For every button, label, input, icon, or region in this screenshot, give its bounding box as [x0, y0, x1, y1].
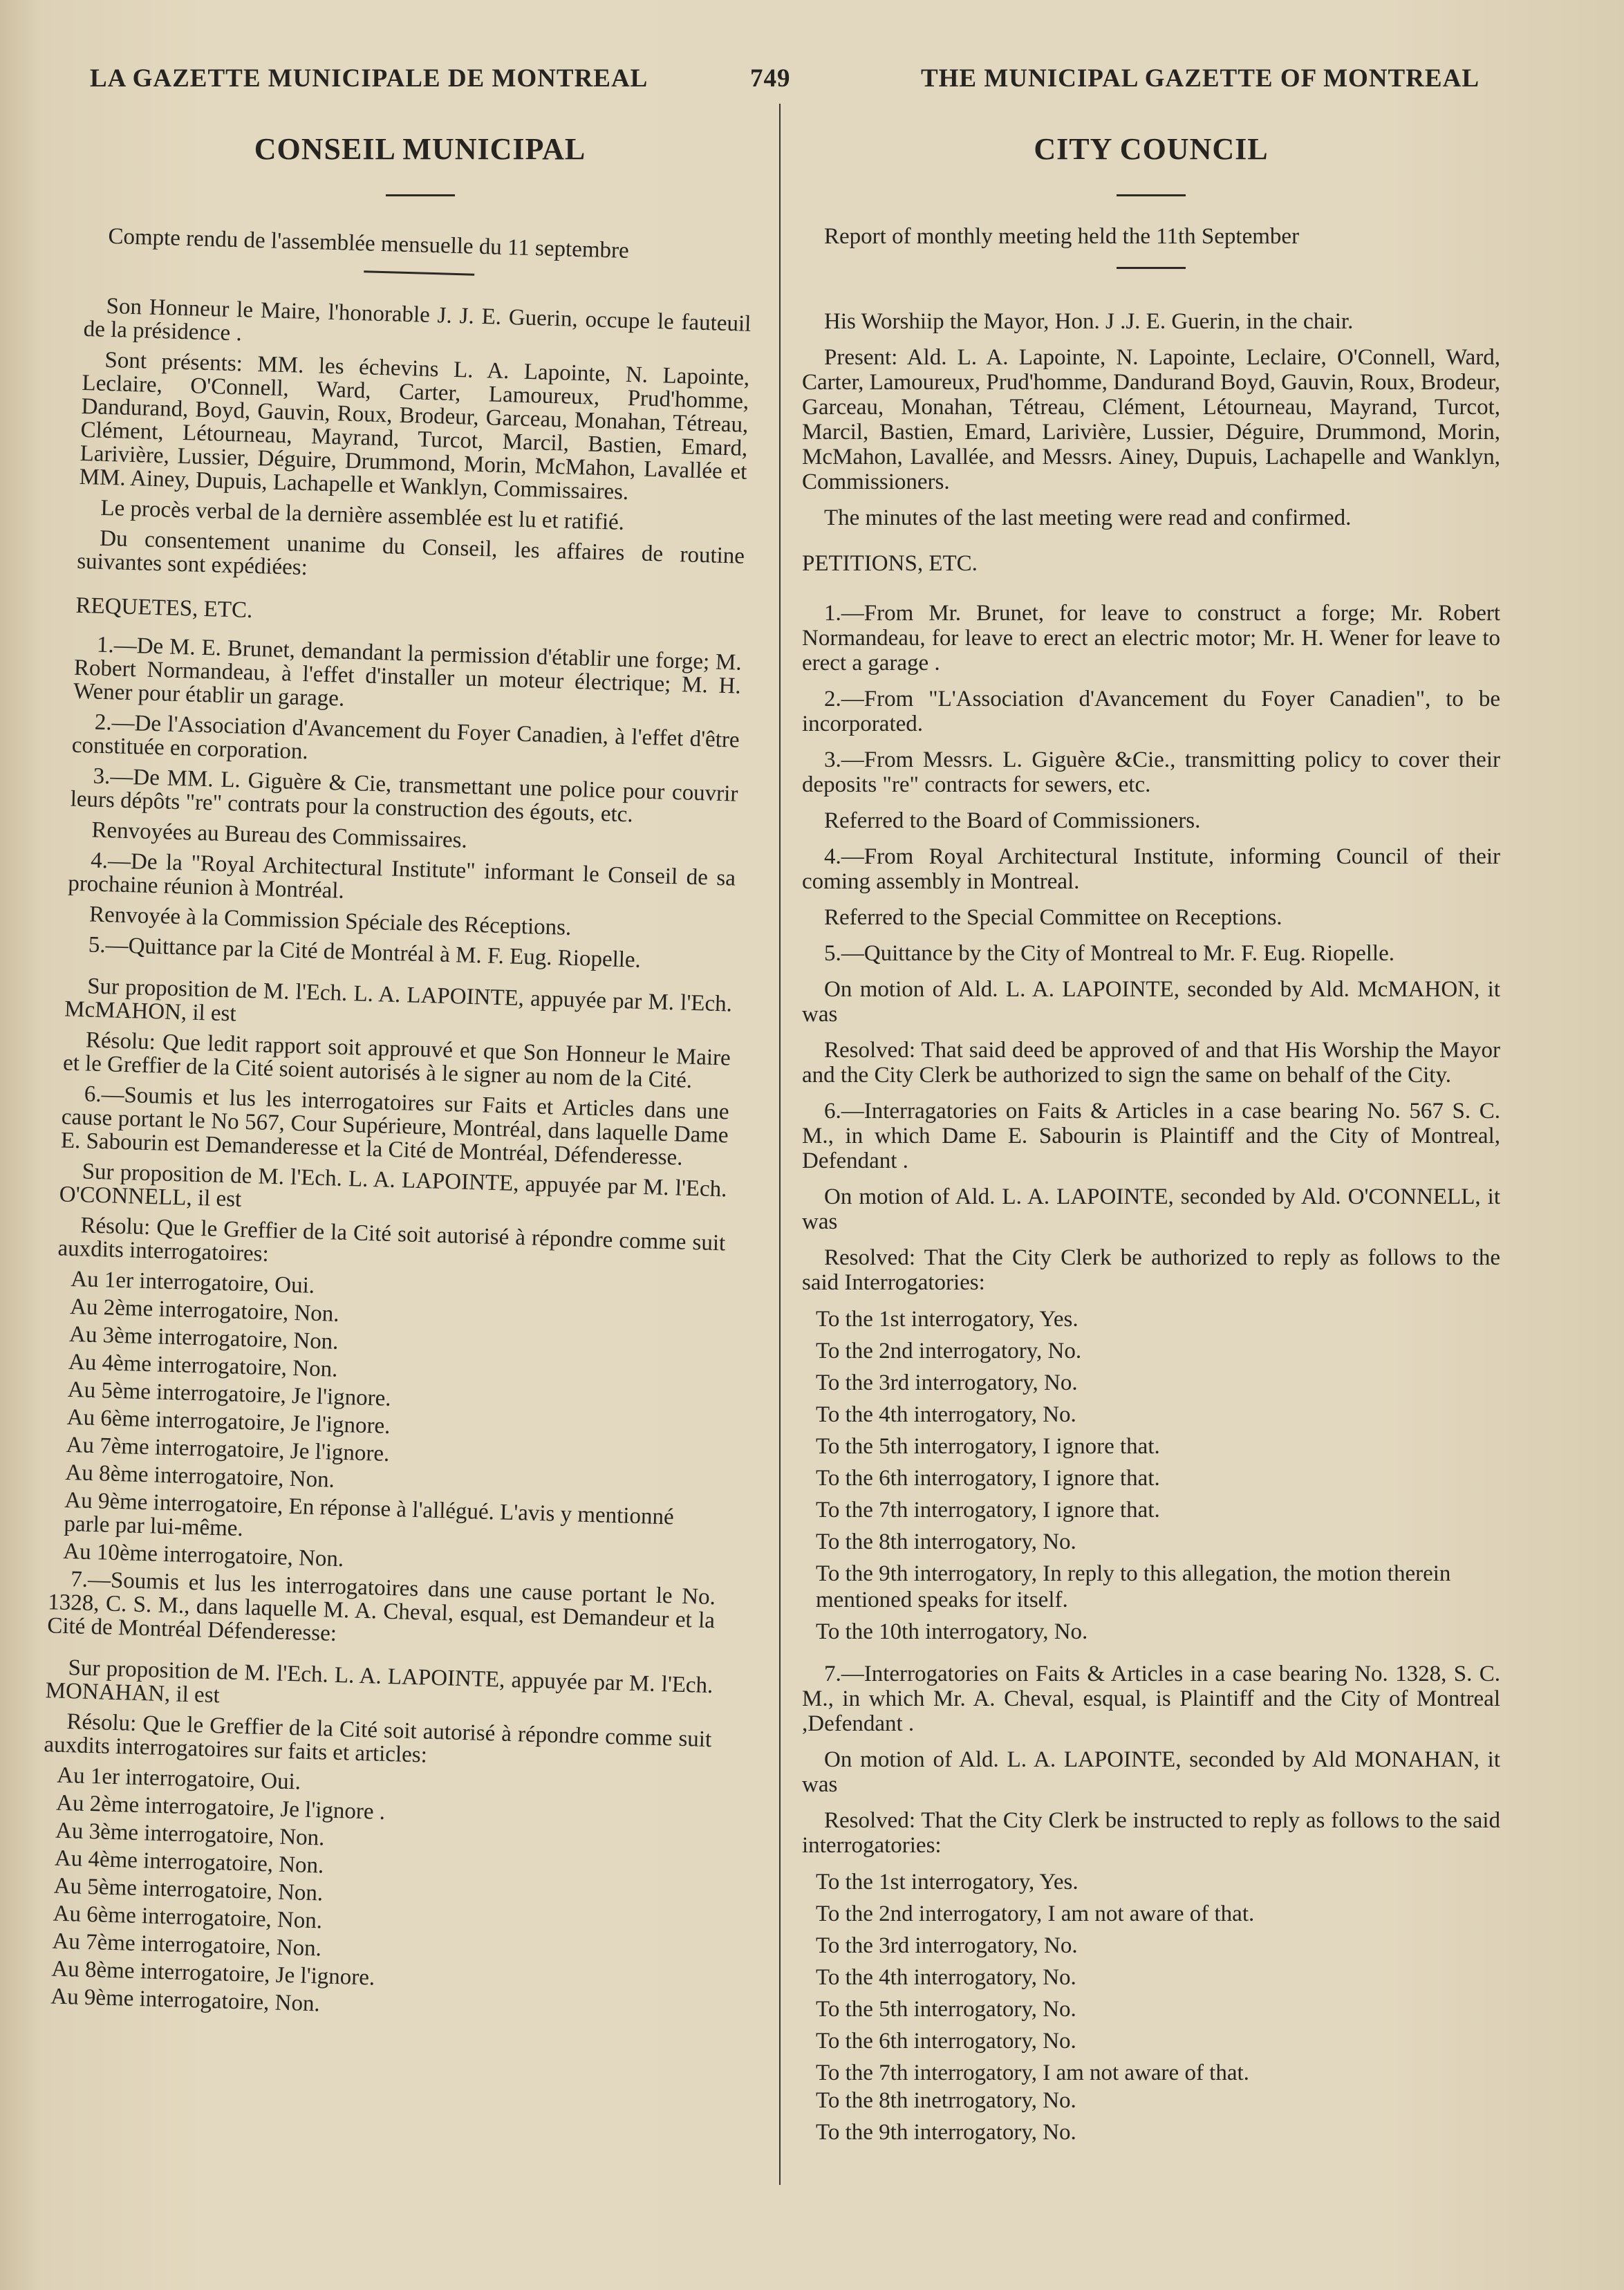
- interrogatoire-item: Au 3ème interrogatoire, Non.: [55, 1818, 325, 1851]
- french-body: Résolu: Que le Greffier de la Cité soit autorisé à répondre comme suit auxdits interrogatoires sur faits et articles:: [44, 1709, 712, 1768]
- interrogatoire-item: Au 2ème interrogatoire, Non.: [69, 1294, 340, 1327]
- page-number: 749: [750, 64, 791, 93]
- french-body: Renvoyées au Bureau des Commissaires.: [91, 817, 468, 853]
- english-body: Resolved: That the City Clerk be authorized to reply as follows to the said Interrogatories:: [802, 1245, 1500, 1295]
- english-heading: CITY COUNCIL: [1034, 132, 1269, 166]
- requetes-heading: REQUETES, ETC.: [75, 593, 253, 623]
- english-paragraph: The minutes of the last meeting were read and confirmed.: [824, 505, 1352, 530]
- french-body: Sur proposition de M. l'Ech. L. A. LAPOINTE, appuyée par M. l'Ech. McMAHON, il est: [64, 974, 733, 1027]
- french-body: Résolu: Que le Greffier de la Cité soit autorisé à répondre comme suit auxdits interrogatoires:: [57, 1213, 726, 1267]
- english-body: On motion of Ald. L. A. LAPOINTE, seconded by Ald. McMAHON, it was: [802, 977, 1500, 1027]
- english-body: 2.—From "L'Association d'Avancement du Foyer Canadien", to be incorporated.: [802, 687, 1500, 736]
- interrogatoire-item: Au 7ème interrogatoire, Non.: [52, 1928, 322, 1962]
- interrogatoire-item: Au 1er interrogatoire, Oui.: [56, 1762, 301, 1795]
- english-body: 7.—Interrogatories on Faits & Articles in a case bearing No. 1328, S. C. M., in which Mr. A. Cheval, esqual, is Plaintiff and the City of Montreal ,Defendant .: [802, 1661, 1500, 1736]
- interrogatoire-item: Au 5ème interrogatoire, Je l'ignore.: [67, 1377, 392, 1411]
- interrogatoire-item: Au 4ème interrogatoire, Non.: [54, 1845, 324, 1879]
- interrogatory-item: To the 4th interrogatory, No.: [816, 1965, 1076, 1990]
- french-body: 2.—De l'Association d'Avancement du Foyer Canadien, à l'effet d'être constituée en corporation.: [71, 709, 740, 765]
- english-body: Resolved: That the City Clerk be instructed to reply as follows to the said interrogatories:: [802, 1808, 1500, 1858]
- interrogatory-item: To the 2nd interrogatory, I am not aware of that.: [816, 1901, 1255, 1926]
- french-body: 3.—De MM. L. Giguère & Cie, transmettant une police pour couvrir leurs dépôts "re" contrats pour la construction des égouts, etc.: [70, 763, 738, 828]
- french-body: 5.—Quittance par la Cité de Montréal à M. F. Eug. Riopelle.: [88, 932, 642, 973]
- heading-rule: [1117, 194, 1186, 196]
- petitions-heading: PETITIONS, ETC.: [802, 551, 978, 576]
- french-body: Sur proposition de M. l'Ech. L. A. LAPOINTE, appuyée par M. l'Ech. O'CONNELL, il est: [59, 1159, 727, 1212]
- interrogatory-item: To the 6th interrogatory, No.: [816, 2029, 1076, 2054]
- english-body: On motion of Ald. L. A. LAPOINTE, seconded by Ald. O'CONNELL, it was: [802, 1184, 1500, 1234]
- french-body: 6.—Soumis et lus les interrogatoires sur Faits et Articles dans une cause portant le No 567, Cour Supérieure, Montréal, dans laquelle Dame E. Sabourin est Demanderesse et la Cité de Montréal, Défenderesse.: [60, 1081, 730, 1171]
- interrogatory-item: To the 8th interrogatory, No.: [816, 1529, 1076, 1554]
- english-body: Referred to the Board of Commissioners.: [824, 808, 1201, 833]
- interrogatoire-item: Au 1er interrogatoire, Oui.: [70, 1266, 315, 1298]
- english-subtitle: Report of monthly meeting held the 11th September: [824, 224, 1300, 249]
- interrogatory-item: To the 10th interrogatory, No.: [816, 1619, 1088, 1644]
- english-paragraph: His Worshiip the Mayor, Hon. J .J. E. Guerin, in the chair.: [824, 309, 1354, 334]
- interrogatoire-item: Au 5ème interrogatoire, Non.: [53, 1873, 324, 1906]
- english-body: 3.—From Messrs. L. Giguère &Cie., transmitting policy to cover their deposits "re" contracts for sewers, etc.: [802, 747, 1500, 797]
- column-divider: [779, 104, 781, 2185]
- english-body: 4.—From Royal Architectural Institute, informing Council of their coming assembly in Montreal.: [802, 844, 1500, 894]
- french-paragraph: Du consentement unanime du Conseil, les affaires de routine suivantes sont expédiées:: [76, 525, 745, 581]
- french-text-block: [37, 224, 754, 2027]
- french-body: 4.—De la "Royal Architectural Institute" informant le Conseil de sa prochaine réunion à Montréal.: [67, 848, 736, 904]
- interrogatoire-item: Au 8ème interrogatoire, Je l'ignore.: [51, 1956, 375, 1991]
- interrogatory-item: To the 7th interrogatory, I ignore that.: [816, 1498, 1160, 1523]
- interrogatory-item: To the 1st interrogatory, Yes.: [816, 1307, 1079, 1332]
- interrogatory-item: To the 5th interrogatory, No.: [816, 1997, 1076, 2022]
- interrogatoire-item: Au 7ème interrogatoire, Je l'ignore.: [66, 1432, 390, 1467]
- english-paragraph: Present: Ald. L. A. Lapointe, N. Lapointe, Leclaire, O'Connell, Ward, Carter, Lamoureux, Prud'homme, Dandurand Boyd, Gauvin, Roux, Brodeur, Garceau, Monahan, Tétreau, Clément, Létourneau, Mayrand, Turcot, Marcil, Bastien, Emard, Larivière, Lussier, Déguire, Drummond, Morin, McMahon, Lavallée, and Messrs. Ainey, Dupuis, Lachapelle and Wanklyn, Commissioners.: [802, 345, 1500, 494]
- interrogatoire-item: Au 9ème interrogatoire, Non.: [50, 1984, 321, 2017]
- interrogatory-item: To the 9th interrogatory, In reply to this allegation, the motion therein mentioned speaks for itself.: [816, 1561, 1451, 1612]
- french-paragraph: Le procès verbal de la dernière assemblée est lu et ratifié.: [100, 495, 625, 535]
- interrogatoire-item: Au 3ème interrogatoire, Non.: [68, 1321, 339, 1355]
- interrogatory-item: To the 3rd interrogatory, No.: [816, 1933, 1078, 1958]
- french-body: Sur proposition de M. l'Ech. L. A. LAPOINTE, appuyée par M. l'Ech. MONAHAN, il est: [45, 1655, 713, 1709]
- english-body: On motion of Ald. L. A. LAPOINTE, seconded by Ald MONAHAN, it was: [802, 1747, 1500, 1797]
- interrogatory-item: To the 2nd interrogatory, No.: [816, 1339, 1082, 1363]
- interrogatory-item: To the 8th inetrrogatory, No.: [816, 2088, 1076, 2113]
- english-body: 1.—From Mr. Brunet, for leave to construct a forge; Mr. Robert Normandeau, for leave to erect an electric motor; Mr. H. Wener for leave to erect a garage .: [802, 601, 1500, 676]
- interrogatory-item: To the 6th interrogatory, I ignore that.: [816, 1466, 1160, 1491]
- interrogatory-item: To the 9th interrogatory, No.: [816, 2120, 1076, 2145]
- french-body: 7.—Soumis et lus les interrogatoires dans une cause portant le No. 1328, C. S. M., dans laquelle M. A. Cheval, esqual, est Demandeur et la Cité de Montréal Défenderesse:: [46, 1567, 716, 1646]
- interrogatoire-item: Au 2ème interrogatoire, Je l'ignore .: [55, 1790, 386, 1825]
- english-body: 6.—Interragatories on Faits & Articles in a case bearing No. 567 S. C. M., in which Dame E. Sabourin is Plaintiff and the City of Montreal, Defendant .: [802, 1099, 1500, 1173]
- french-subtitle: Compte rendu de l'assemblée mensuelle du 11 septembre: [108, 223, 630, 263]
- interrogatoire-item: Au 6ème interrogatoire, Je l'ignore.: [66, 1404, 391, 1439]
- interrogatoire-item: Au 6ème interrogatoire, Non.: [53, 1901, 323, 1934]
- interrogatory-item: To the 3rd interrogatory, No.: [816, 1370, 1078, 1395]
- running-header: [90, 64, 1480, 105]
- english-column: [802, 124, 1500, 2151]
- english-body: Referred to the Special Committee on Receptions.: [824, 905, 1282, 930]
- heading-rule: [386, 194, 455, 196]
- english-body: Resolved: That said deed be approved of and that His Worship the Mayor and the City Clerk be authorized to sign the same on behalf of the City.: [802, 1038, 1500, 1088]
- french-paragraph: Sont présents: MM. les échevins L. A. Lapointe, N. Lapointe, Leclaire, O'Connell, Ward, Carter, Lamoureux, Prud'homme, Dandurand, Boyd, Gauvin, Roux, Brodeur, Garceau, Monahan, Tétreau, Clément, Létourneau, Mayrand, Turcot, Marcil, Bastien, Emard, Larivière, Lussier, Déguire, Drummond, Morin, McMahon, Lavallée et MM. Ainey, Dupuis, Lachapelle et Wanklyn, Commissaires.: [79, 347, 750, 505]
- interrogatory-item: To the 4th interrogatory, No.: [816, 1402, 1076, 1427]
- interrogatoire-item: Au 8ème interrogatoire, Non.: [65, 1460, 335, 1493]
- interrogatory-item: To the 1st interrogatory, Yes.: [816, 1870, 1079, 1895]
- french-body: Renvoyée à la Commission Spéciale des Réceptions.: [88, 902, 572, 940]
- interrogatory-item: To the 7th interrogatory, I am not aware of that.: [816, 2060, 1249, 2085]
- interrogatory-item: To the 5th interrogatory, I ignore that.: [816, 1434, 1160, 1459]
- english-body: 5.—Quittance by the City of Montreal to Mr. F. Eug. Riopelle.: [824, 941, 1394, 966]
- french-body: 1.—De M. E. Brunet, demandant la permission d'établir une forge; M. Robert Normandeau, à l'effet d'installer un moteur électrique; M. H. Wener pour établir un garage.: [73, 632, 743, 711]
- interrogatoire-item: Au 10ème interrogatoire, Non.: [62, 1538, 344, 1572]
- subtitle-rule: [364, 270, 474, 275]
- french-body: Résolu: Que ledit rapport soit approuvé et que Son Honneur le Maire et le Greffier de la Cité soient autorisés à le signer au nom de la Cité.: [62, 1027, 731, 1093]
- french-paragraph: Son Honneur le Maire, l'honorable J. J. E. Guerin, occupe le fauteuil de la présidence .: [83, 293, 752, 346]
- interrogatoire-item: Au 4ème interrogatoire, Non.: [68, 1349, 338, 1382]
- subtitle-rule: [1117, 267, 1186, 269]
- interrogatoire-item: Au 9ème interrogatoire, En réponse à l'allégué. L'avis y mentionné parle par lui-même.: [63, 1487, 675, 1542]
- french-column: [44, 124, 754, 2017]
- header-right-title: THE MUNICIPAL GAZETTE OF MONTREAL: [920, 64, 1480, 93]
- header-left-title: LA GAZETTE MUNICIPALE DE MONTREAL: [90, 64, 648, 93]
- french-heading: CONSEIL MUNICIPAL: [254, 132, 586, 166]
